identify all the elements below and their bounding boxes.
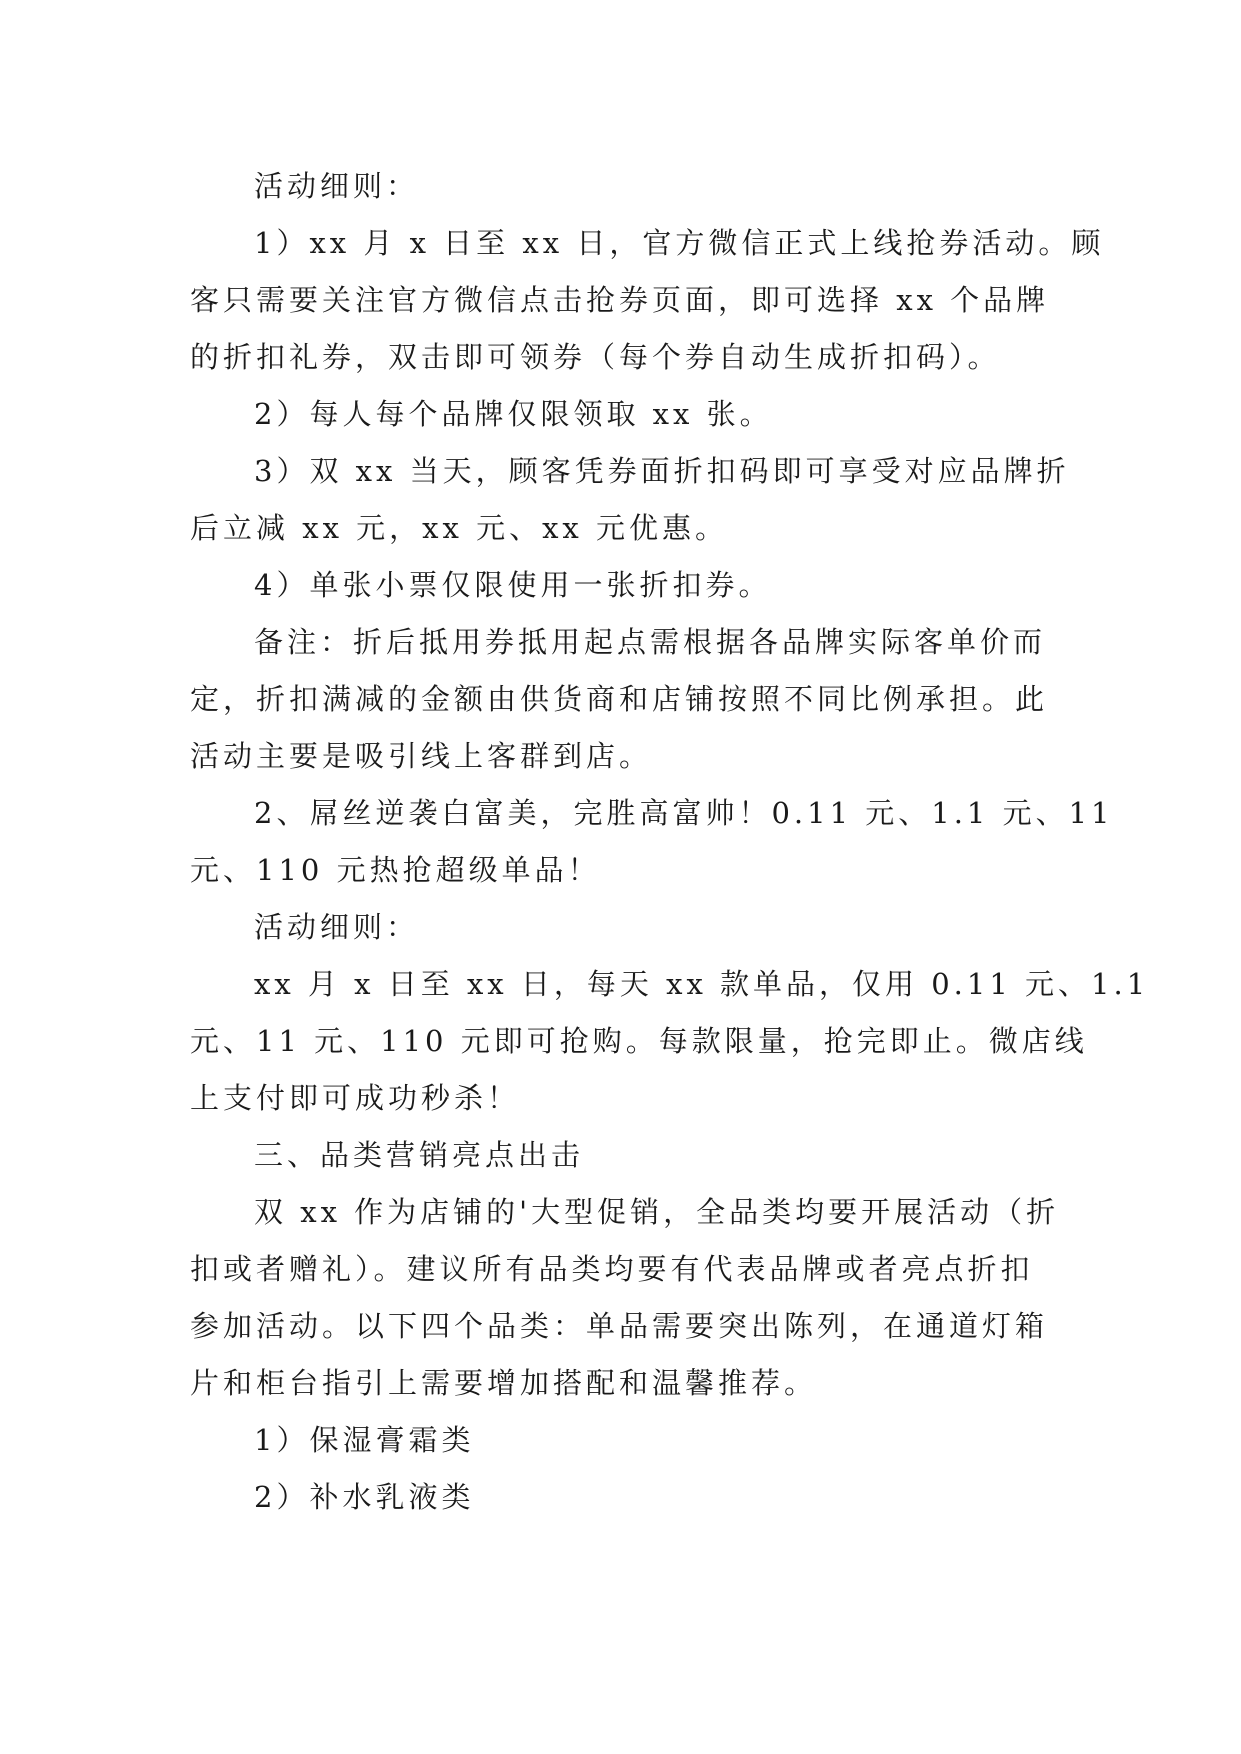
paragraph-category-1 (190, 1412, 1050, 1469)
text-line: 客只需要关注官方微信点击抢券页面，即可选择 xx 个品牌 (190, 283, 1050, 317)
text-line: 定，折扣满减的金额由供货商和店铺按照不同比例承担。此 (190, 682, 1049, 716)
text-line: 3）双 xx 当天，顾客凭券面折扣码即可享受对应品牌折 (254, 454, 1070, 488)
text-line: 元、11 元、110 元即可抢购。每款限量，抢完即止。微店线 (190, 1024, 1088, 1058)
text-line: 活动细则： (254, 169, 420, 203)
text-line: 4）单张小票仅限使用一张折扣券。 (254, 568, 772, 602)
paragraph-remarks (190, 614, 1050, 785)
text-line: 片和柜台指引上需要增加搭配和温馨推荐。 (190, 1366, 818, 1400)
paragraph-category-promotion (190, 1184, 1060, 1412)
paragraph-rule-1 (190, 215, 1105, 386)
text-line: 2、屌丝逆袭白富美，完胜高富帅！0.11 元、1.1 元、11 (254, 796, 1114, 830)
text-line: 参加活动。以下四个品类：单品需要突出陈列，在通道灯箱 (190, 1309, 1049, 1343)
paragraph-flash-sale-rules (190, 956, 1150, 1127)
text-line: 活动细则： (254, 910, 420, 944)
text-line: 上支付即可成功秒杀！ (190, 1081, 521, 1115)
text-line: 2）补水乳液类 (254, 1480, 475, 1514)
paragraph-category-2 (190, 1469, 1050, 1526)
text-line: xx 月 x 日至 xx 日，每天 xx 款单品，仅用 0.11 元、1.1 (254, 967, 1150, 1001)
text-line: 的折扣礼券，双击即可领券（每个券自动生成折扣码）。 (190, 340, 1001, 374)
text-line: 元、110 元热抢超级单品！ (190, 853, 601, 887)
paragraph-activity-rules-heading (190, 158, 1050, 215)
document-body (190, 158, 1150, 1526)
text-line: 1）xx 月 x 日至 xx 日，官方微信正式上线抢券活动。顾 (254, 226, 1105, 260)
text-line: 双 xx 作为店铺的'大型促销，全品类均要开展活动（折 (254, 1195, 1060, 1229)
paragraph-rule-2 (190, 386, 1050, 443)
paragraph-rule-4 (190, 557, 1050, 614)
paragraph-section-2-title (190, 785, 1114, 899)
text-line: 1）保湿膏霜类 (254, 1423, 475, 1457)
text-line: 活动主要是吸引线上客群到店。 (190, 739, 653, 773)
text-line: 三、品类营销亮点出击 (254, 1138, 585, 1172)
paragraph-activity-rules-heading-2 (190, 899, 1050, 956)
text-line: 后立减 xx 元，xx 元、xx 元优惠。 (190, 511, 729, 545)
paragraph-rule-3 (190, 443, 1070, 557)
paragraph-section-3-heading (190, 1127, 1050, 1184)
text-line: 备注：折后抵用券抵用起点需根据各品牌实际客单价而 (254, 625, 1047, 659)
text-line: 扣或者赠礼）。建议所有品类均要有代表品牌或者亮点折扣 (190, 1252, 1034, 1286)
text-line: 2）每人每个品牌仅限领取 xx 张。 (254, 397, 773, 431)
